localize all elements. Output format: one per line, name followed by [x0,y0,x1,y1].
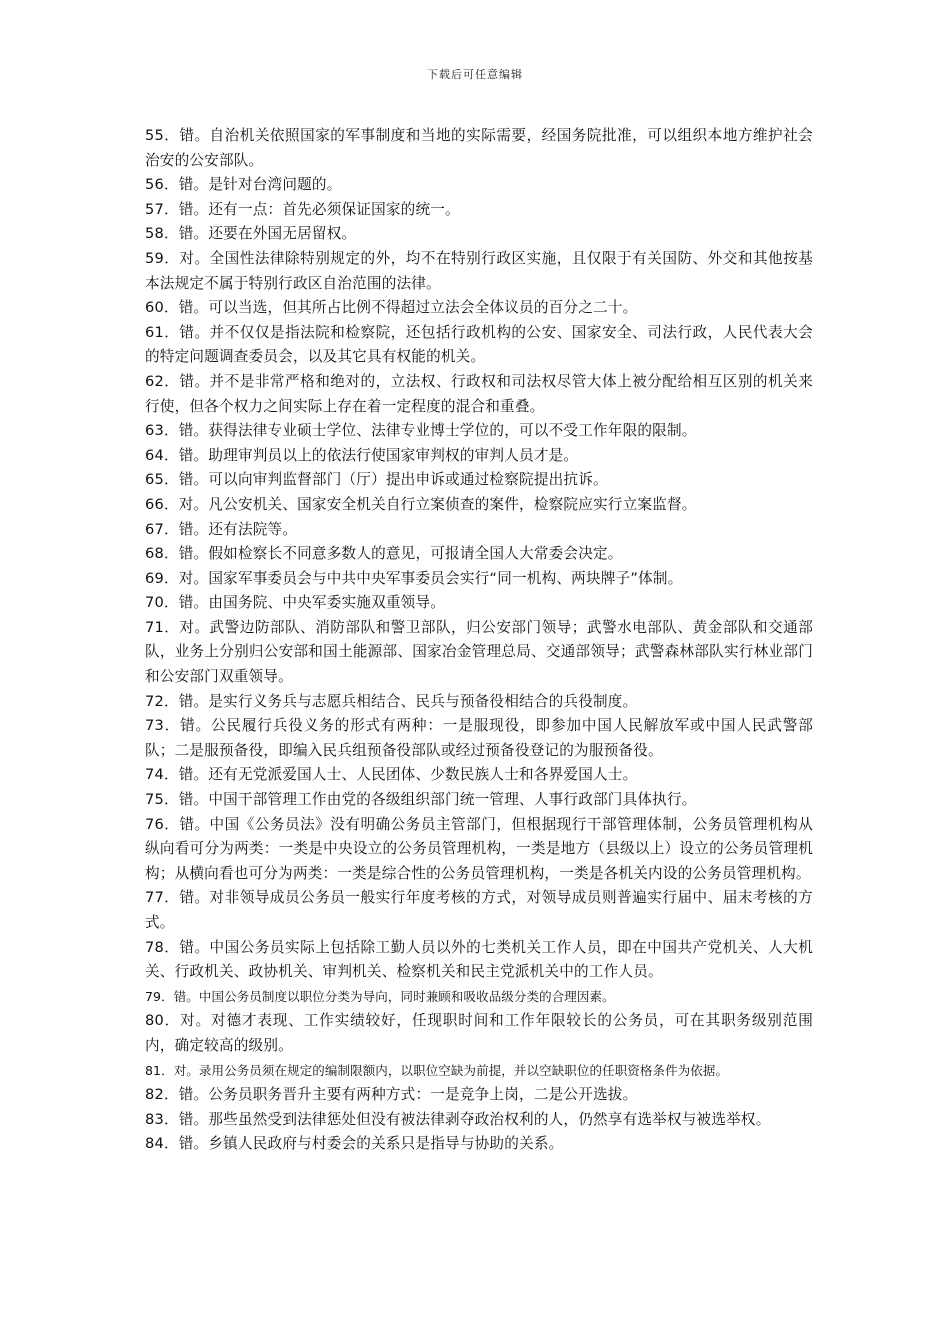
answer-item-69: 69．对。国家军事委员会与中共中央军事委员会实行“同一机构、两块牌子”体制。 [145,569,683,587]
answer-item-57: 57．错。还有一点：首先必须保证国家的统一。 [145,200,460,218]
answer-item-70: 70．错。由国务院、中央军委实施双重领导。 [145,594,446,612]
page-header: 下载后可任意编辑 [427,68,523,81]
answer-item-65: 65．错。可以向审判监督部门（厅）提出申诉或通过检察院提出抗诉。 [145,471,608,489]
answer-item-81: 81．对。录用公务员须在规定的编制限额内，以职位空缺为前提，并以空缺职位的任职资格条件为依据。 [145,1062,729,1078]
answer-item-80: 80．对。对德才表现、工作实绩较好，任现职时间和工作年限较长的公务员，可在其职务级别范围内，确定较高的级别。 [145,1012,813,1054]
answer-item-59: 59．对。全国性法律除特别规定的外，均不在特别行政区实施，且仅限于有关国防、外交和其他按基本法规定不属于特别行政区自治范围的法律。 [145,249,813,292]
answer-item-74: 74．错。还有无党派爱国人士、人民团体、少数民族人士和各界爱国人士。 [145,766,638,784]
answer-item-83: 83．错。那些虽然受到法律惩处但没有被法律剥夺政治权利的人，仍然享有选举权与被选举权。 [145,1110,771,1128]
answer-item-56: 56．错。是针对台湾问题的。 [145,176,342,194]
answer-item-61: 61．错。并不仅仅是指法院和检察院，还包括行政机构的公安、国家安全、司法行政，人民代表大会的特定问题调查委员会，以及其它具有权能的机关。 [145,323,813,366]
answer-item-68: 68．错。假如检察长不同意多数人的意见，可报请全国人大常委会决定。 [145,545,623,563]
answer-item-76: 76．错。中国《公务员法》没有明确公务员主管部门，但根据现行干部管理体制，公务员管理机构从纵向看可分为两类：一类是中央设立的公务员管理机构，一类是地方（县级以上）设立的公务员管理机构；从横向看也可分为两类：一类是综合性的公务员管理机构，一类是各机关内设的公务员管理机构。 [145,815,813,882]
answer-item-66: 66．对。凡公安机关、国家安全机关自行立案侦查的案件，检察院应实行立案监督。 [145,495,697,513]
answer-item-63: 63．错。获得法律专业硕士学位、法律专业博士学位的，可以不受工作年限的限制。 [145,422,697,440]
answer-item-79: 79．错。中国公务员制度以职位分类为导向，同时兼顾和吸收品级分类的合理因素。 [145,988,615,1004]
answer-item-62: 62．错。并不是非常严格和绝对的，立法权、行政权和司法权尽管大体上被分配给相互区别的机关来行使，但各个权力之间实际上存在着一定程度的混合和重叠。 [145,372,813,415]
answer-item-55: 55．错。自治机关依照国家的军事制度和当地的实际需要，经国务院批准，可以组织本地方维护社会治安的公安部队。 [145,127,813,169]
answer-item-73: 73．错。公民履行兵役义务的形式有两种：一是服现役，即参加中国人民解放军或中国人民武警部队；二是服预备役，即编入民兵组预备役部队或经过预备役登记的为服预备役。 [145,717,813,759]
answer-item-58: 58．错。还要在外国无居留权。 [145,225,357,243]
answer-item-78: 78．错。中国公务员实际上包括除工勤人员以外的七类机关工作人员，即在中国共产党机关、人大机关、行政机关、政协机关、审判机关、检察机关和民主党派机关中的工作人员。 [145,938,813,981]
answer-item-82: 82．错。公务员职务晋升主要有两种方式：一是竞争上岗，二是公开选拔。 [145,1086,638,1104]
answer-item-67: 67．错。还有法院等。 [145,520,298,538]
answer-item-64: 64．错。助理审判员以上的依法行使国家审判权的审判人员才是。 [145,446,579,464]
answer-item-84: 84．错。乡镇人民政府与村委会的关系只是指导与协助的关系。 [145,1135,564,1153]
answer-item-77: 77．错。对非领导成员公务员一般实行年度考核的方式，对领导成员则普遍实行届中、届末考核的方式。 [145,889,813,931]
answer-item-60: 60．错。可以当选，但其所占比例不得超过立法会全体议员的百分之二十。 [145,299,638,317]
answer-item-71: 71．对。武警边防部队、消防部队和警卫部队，归公安部门领导；武警水电部队、黄金部队和交通部队，业务上分别归公安部和国土能源部、国家冶金管理总局、交通部领导；武警森林部队实行林业部门和公安部门双重领导。 [145,618,813,686]
answer-item-72: 72．错。是实行义务兵与志愿兵相结合、民兵与预备役相结合的兵役制度。 [145,692,638,710]
document-body [145,124,813,1157]
answer-item-75: 75．错。中国干部管理工作由党的各级组织部门统一管理、人事行政部门具体执行。 [145,791,697,809]
